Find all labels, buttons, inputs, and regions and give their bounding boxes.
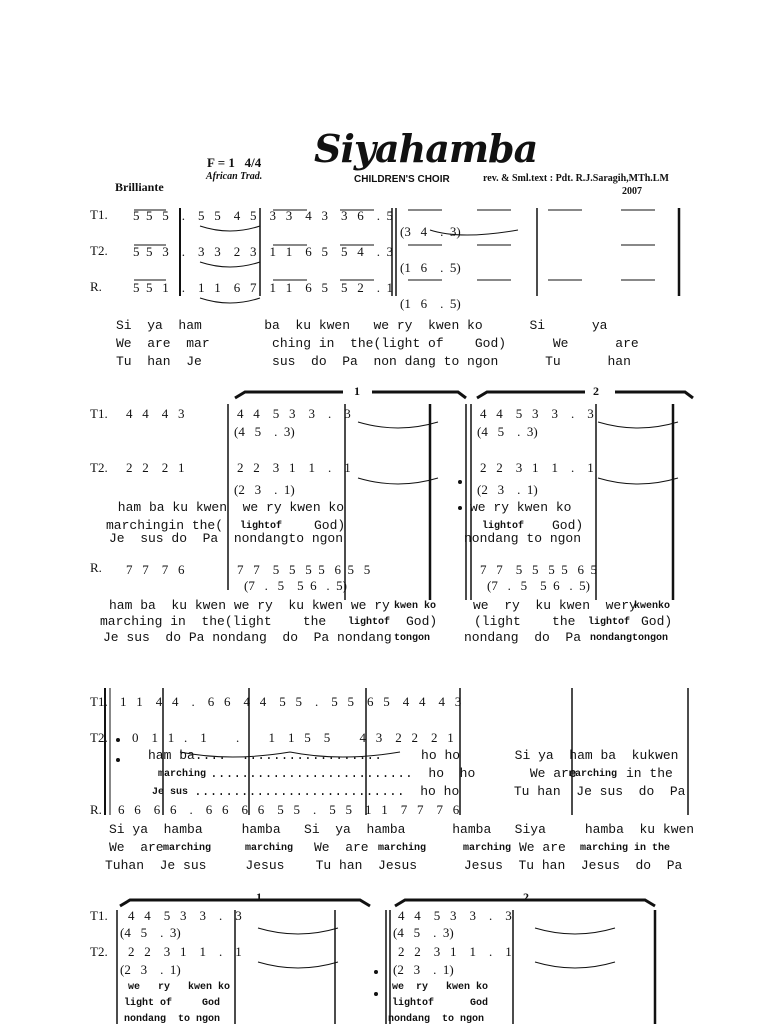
lyric-line-1: we ry kwen ko bbox=[128, 982, 231, 993]
lyric-mid-2-e2-end: God) bbox=[552, 518, 584, 533]
notes-t2-alt: (1 6 . 5) bbox=[400, 260, 461, 275]
notes-t2: 2 2 2 1 bbox=[126, 460, 185, 475]
lyric-mid-2-e2-small: lightof bbox=[482, 521, 525, 532]
notes-t1-e1: 4 4 5 3 3 . 3 bbox=[128, 908, 242, 923]
notes-r-alt: (1 6 . 5) bbox=[400, 296, 461, 311]
notes-r: 5 5 1 . 1 1 6 7 1 1 6 5 5 2 . 1 bbox=[133, 280, 393, 295]
notes-t2-e1: 2 2 3 1 1 . 1 bbox=[128, 944, 242, 959]
part-label-t2: T2. bbox=[90, 730, 108, 745]
verse-line-3: ........................... ho ho Tu han Je sus do Pa bbox=[194, 784, 686, 799]
lyric-line-2-small: lightof bbox=[348, 617, 391, 628]
notes-t1-e1-alt: (4 5 . 3) bbox=[120, 925, 181, 940]
year-text: 2007 bbox=[622, 186, 642, 197]
lyric-line-2: light of God bbox=[124, 998, 221, 1009]
part-label-t1: T1. bbox=[90, 406, 108, 421]
ending-1-label: 1 bbox=[354, 384, 360, 398]
notes-t2-e2: 2 2 3 1 1 . 1 bbox=[480, 460, 594, 475]
verse-line-2c: in the bbox=[626, 766, 673, 781]
notes-r: 7 7 7 6 bbox=[126, 562, 185, 577]
lyric-line-2b-small: marching bbox=[245, 843, 294, 854]
verse-line-2-small: marching bbox=[158, 769, 207, 780]
notes-r-e2: 7 7 5 5 5 5 6 5 bbox=[480, 562, 597, 577]
song-title: Siyahamba bbox=[314, 126, 538, 171]
notes-t2-e1: 2 2 3 1 1 . 1 bbox=[237, 460, 351, 475]
lyric-line-1: Si ya hamba hamba Si ya hamba hamba Siya hamba ku kwen bbox=[109, 822, 695, 837]
song-subtitle: CHILDREN'S CHOIR bbox=[354, 174, 450, 185]
notes-t1-e1-alt: (4 5 . 3) bbox=[234, 424, 295, 439]
notes-t1-e2: 4 4 5 3 3 . 3 bbox=[480, 406, 594, 421]
lyric-mid-3-e2: nondang to ngon bbox=[464, 531, 582, 546]
credit-text: rev. & Sml.text : Pdt. R.J.Saragih,MTh.LM bbox=[483, 173, 669, 184]
lyric-line-3: Tu han Je sus do Pa non dang to ngon Tu han bbox=[116, 354, 631, 369]
lyric-line-3-e2-small: nondangtongon bbox=[590, 633, 669, 644]
part-label-t1: T1. bbox=[90, 207, 108, 222]
lyric-line-2c-small: marching bbox=[378, 843, 427, 854]
lyric-mid-2: marchingin the( bbox=[106, 518, 224, 533]
lyric-line-1: ham ba ku kwen we ry ku kwen we ry bbox=[109, 598, 390, 613]
notes-r-e1: 7 7 5 5 5 5 6 5 5 bbox=[237, 562, 371, 577]
lyric-line-2: We are mar ching in the(light of God) We are bbox=[116, 336, 639, 351]
key-signature: F = 1 4/4 bbox=[207, 155, 262, 170]
ending-2-label: 2 bbox=[593, 384, 599, 398]
notes-t1-e2-alt: (4 5 . 3) bbox=[477, 424, 538, 439]
part-label-t1: T1. bbox=[90, 694, 108, 709]
lyric-line-3: Tuhan Je sus Jesus Tu han Jesus Jesus Tu han Jesus do Pa bbox=[105, 858, 683, 873]
verse-line-1: ham ba.... .................. ho ho Si ya ham ba kukwen bbox=[148, 748, 679, 763]
notes-t2: 5 5 3 . 3 3 2 3 1 1 6 5 5 4 . 3 bbox=[133, 244, 393, 259]
notes-r-e1-alt: (7 . 5 5 6 . 5) bbox=[244, 578, 347, 593]
lyric-line-2c: We are bbox=[314, 840, 369, 855]
notes-t2: 0 1 1 . 1 . 1 1 5 5 4 3 2 2 2 1 bbox=[132, 730, 454, 745]
part-label-t2: T2. bbox=[90, 243, 108, 258]
verse-line-3-small: Je sus bbox=[152, 787, 189, 798]
origin-text: African Trad. bbox=[206, 171, 263, 182]
notes-t1-alt: (3 4 . 3) bbox=[400, 224, 461, 239]
lyric-line-2: marching in the(light the bbox=[100, 614, 327, 629]
lyric-line-1-e2-small: kwenko bbox=[634, 601, 671, 612]
lyric-line-2-end: God) bbox=[406, 614, 438, 629]
lyric-line-1-e2: we ry ku kwen wery bbox=[473, 598, 637, 613]
tempo-marking: Brilliante bbox=[115, 180, 164, 194]
notes-t1-e2: 4 4 5 3 3 . 3 bbox=[398, 908, 512, 923]
notes-r-e2-alt: (7 . 5 5 6 . 5) bbox=[487, 578, 590, 593]
notes-t2-e2-alt: (2 3 . 1) bbox=[393, 962, 454, 977]
notes-t1: 4 4 4 3 bbox=[126, 406, 185, 421]
part-label-r: R. bbox=[90, 560, 102, 575]
lyric-line-2-e2-end: God) bbox=[641, 614, 673, 629]
notes-t2-e2: 2 2 3 1 1 . 1 bbox=[398, 944, 512, 959]
verse-line-2: .......................... ho ho We are bbox=[210, 766, 577, 781]
lyric-line-3: Je sus do Pa nondang do Pa nondang bbox=[103, 630, 392, 645]
notes-t2-e2-alt: (2 3 . 1) bbox=[477, 482, 538, 497]
part-label-r: R. bbox=[90, 802, 102, 817]
notes-r: 6 6 6 6 . 6 6 6 6 5 5 . 5 5 1 1 7 7 7 6 bbox=[118, 802, 460, 817]
notes-t1-e1: 4 4 5 3 3 . 3 bbox=[237, 406, 351, 421]
lyric-mid-2-small: lightof bbox=[240, 521, 283, 532]
lyric-line-3-e2: nondang to ngon bbox=[388, 1014, 485, 1025]
notes-t1: 1 1 4 4 . 6 6 4 4 5 5 . 5 5 6 5 4 4 4 3 bbox=[120, 694, 462, 709]
lyric-mid-1: ham ba ku kwen we ry kwen ko bbox=[110, 500, 345, 515]
lyric-line-2d: We are bbox=[519, 840, 566, 855]
ending-2-label: 2 bbox=[523, 890, 529, 904]
lyric-line-2-e2: lightof God bbox=[392, 998, 489, 1009]
lyric-mid-1-e2: we ry kwen ko bbox=[470, 500, 572, 515]
lyric-line-3-e2: nondang do Pa bbox=[464, 630, 582, 645]
verse-line-2b-small: marching bbox=[569, 769, 618, 780]
part-label-t1: T1. bbox=[90, 908, 108, 923]
lyric-line-2d-small: marching bbox=[463, 843, 512, 854]
lyric-line-2e-small: marching in the bbox=[580, 843, 671, 854]
lyric-line-1-small: kwen ko bbox=[394, 601, 437, 612]
notes-t2-e1-alt: (2 3 . 1) bbox=[234, 482, 295, 497]
lyric-line-1: Si ya ham ba ku kwen we ry kwen ko Si ya bbox=[116, 318, 608, 333]
part-label-t2: T2. bbox=[90, 944, 108, 959]
lyric-line-2-e2: (light the bbox=[474, 614, 576, 629]
ending-1-label: 1 bbox=[256, 890, 262, 904]
lyric-line-3-small: tongon bbox=[394, 633, 431, 644]
lyric-mid-2-end: God) bbox=[314, 518, 346, 533]
notes-t2-e1-alt: (2 3 . 1) bbox=[120, 962, 181, 977]
lyric-line-2a-small: marching bbox=[163, 843, 212, 854]
lyric-mid-3: Je sus do Pa nondangto ngon bbox=[109, 531, 344, 546]
part-label-r: R. bbox=[90, 279, 102, 294]
lyric-line-1-e2: we ry kwen ko bbox=[392, 982, 489, 993]
lyric-line-3: nondang to ngon bbox=[124, 1014, 221, 1025]
lyric-line-2-e2-small: lightof bbox=[588, 617, 631, 628]
lyric-line-2a: We are bbox=[109, 840, 164, 855]
notes-t1-e2-alt: (4 5 . 3) bbox=[393, 925, 454, 940]
notes-t1: 5 5 5 . 5 5 4 5 3 3 4 3 3 6 . 5 bbox=[133, 208, 393, 223]
part-label-t2: T2. bbox=[90, 460, 108, 475]
